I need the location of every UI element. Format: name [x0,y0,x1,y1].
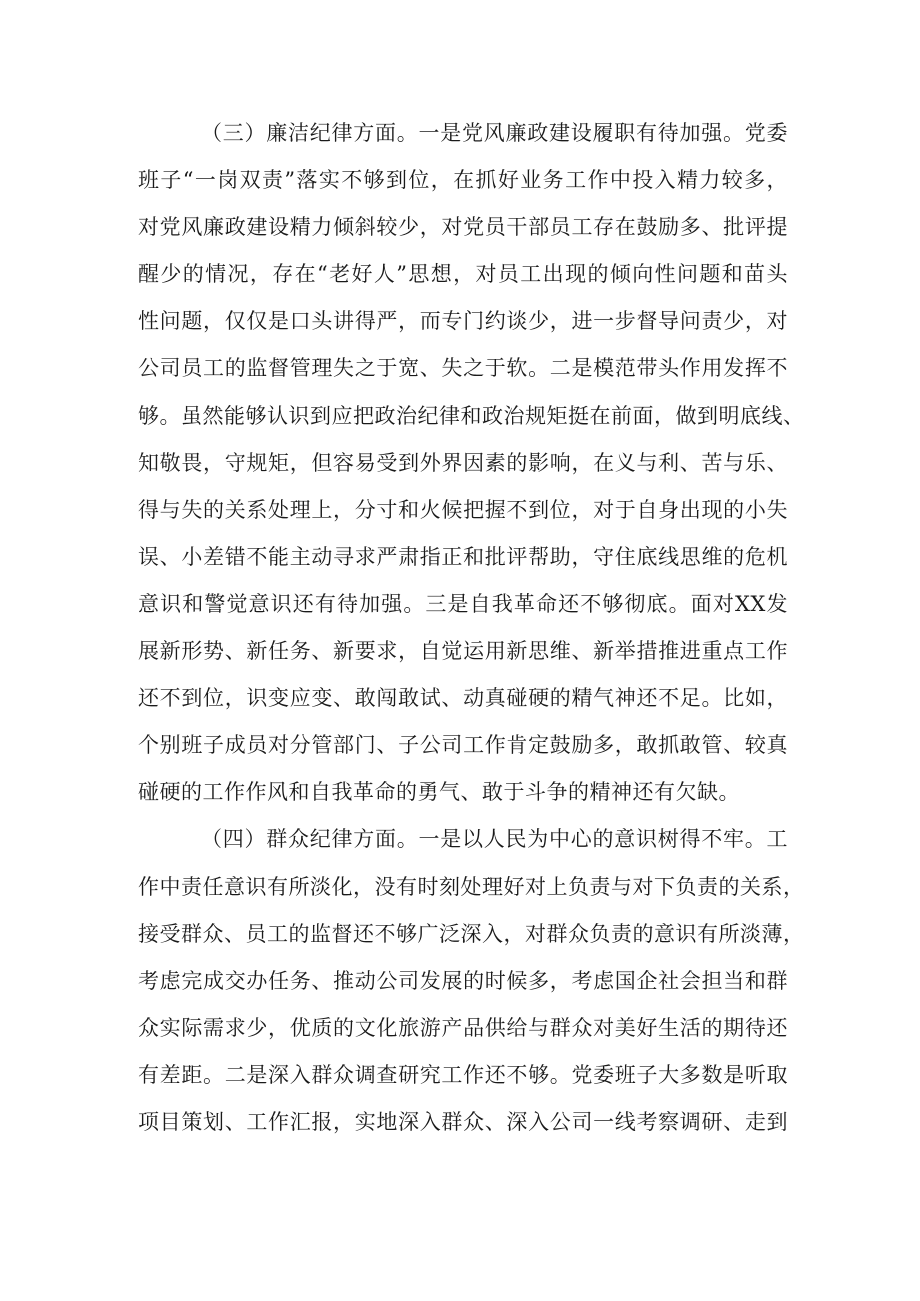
paragraph-discipline-masses [138,816,805,1146]
paragraph-line: 知敬畏，守规矩，但容易受到外界因素的影响，在义与利、苦与乐、 [138,450,788,475]
paragraph-line: 班子“一岗双责”落实不够到位，在抓好业务工作中投入精力较多， [138,168,788,193]
paragraph-line: （三）廉洁纪律方面。一是党风廉政建设履职有待加强。党委 [201,121,788,145]
paragraph-line: 展新形势、新任务、新要求，自觉运用新思维、新举措推进重点工作 [138,639,788,664]
paragraph-line: 碰硬的工作作风和自我革命的勇气、敢于斗争的精神还有欠缺。 [138,780,740,805]
paragraph-line: 还不到位，识变应变、敢闯敢试、动真碰硬的精气神还不足。比如， [138,686,788,711]
paragraph-line: 意识和警觉意识还有待加强。三是自我革命还不够彻底。面对XX发 [138,591,788,616]
paragraph-line: 误、小差错不能主动寻求严肃指正和批评帮助，守住底线思维的危机 [138,544,788,569]
paragraph-line: 项目策划、工作汇报，实地深入群众、深入公司一线考察调研、走到 [138,1109,788,1134]
document-body [138,110,805,1146]
paragraph-line: 个别班子成员对分管部门、子公司工作肯定鼓励多，敢抓敢管、较真 [138,733,788,758]
paragraph-line: （四）群众纪律方面。一是以人民为中心的意识树得不牢。工 [201,827,788,852]
paragraph-discipline-integrity [138,110,805,816]
paragraph-line: 够。虽然能够认识到应把政治纪律和政治规矩挺在前面，做到明底线、 [138,403,805,428]
paragraph-line: 接受群众、员工的监督还不够广泛深入，对群众负责的意识有所淡薄， [138,921,805,946]
paragraph-line: 醒少的情况，存在“老好人”思想，对员工出现的倾向性问题和苗头 [138,262,788,287]
paragraph-line: 对党风廉政建设精力倾斜较少，对党员干部员工存在鼓励多、批评提 [138,215,788,240]
paragraph-line: 公司员工的监督管理失之于宽、失之于软。二是模范带头作用发挥不 [138,356,788,381]
paragraph-line: 考虑完成交办任务、推动公司发展的时候多，考虑国企社会担当和群 [138,968,788,993]
paragraph-line: 得与失的关系处理上，分寸和火候把握不到位，对于自身出现的小失 [138,497,788,522]
paragraph-line: 作中责任意识有所淡化，没有时刻处理好对上负责与对下负责的关系， [138,874,805,899]
paragraph-line: 性问题，仅仅是口头讲得严，而专门约谈少，进一步督导问责少，对 [138,309,788,334]
paragraph-line: 有差距。二是深入群众调查研究工作还不够。党委班子大多数是听取 [138,1062,788,1087]
paragraph-line: 众实际需求少，优质的文化旅游产品供给与群众对美好生活的期待还 [138,1015,788,1040]
